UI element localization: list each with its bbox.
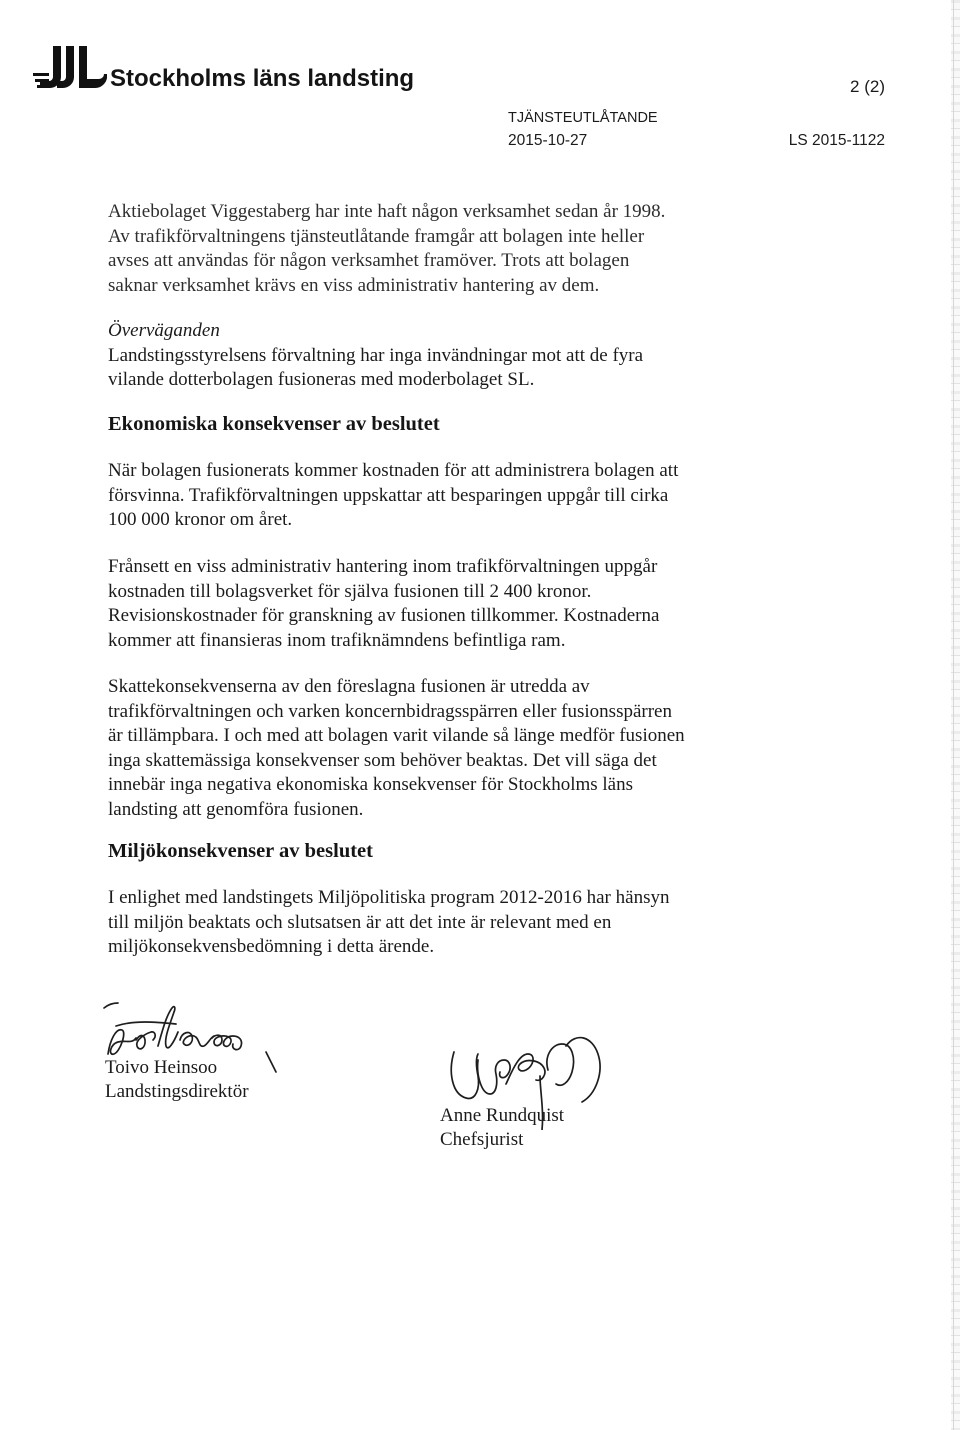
text-line: När bolagen fusionerats kommer kostnaden för att administrera bolagen att [108, 460, 679, 481]
text-line: Aktiebolaget Viggestaberg har inte haft någon verksamhet sedan år 1998. [108, 201, 666, 222]
text-line: miljökonsekvensbedömning i detta ärende. [108, 936, 435, 957]
text-line: Revisionskostnader för granskning av fusionen tillkommer. Kostnaderna [108, 605, 660, 626]
economic-consequences-heading: Ekonomiska konsekvenser av beslutet [108, 413, 440, 435]
text-line: I enlighet med landstingets Miljöpolitiska program 2012-2016 har hänsyn [108, 887, 670, 908]
environmental-paragraph [108, 886, 669, 960]
text-line: 100 000 kronor om året. [108, 509, 293, 530]
considerations-section [108, 319, 643, 393]
text-line: kostnaden till bolagsverket för själva fusionen till 2 400 kronor. [108, 580, 592, 602]
text-line: Av trafikförvaltningens tjänsteutlåtande framgår att bolagen inte heller [108, 225, 645, 247]
text-line: Landstingsstyrelsens förvaltning har inga invändningar mot att de fyra [108, 344, 644, 366]
text-line: landsting att genomföra fusionen. [108, 798, 364, 820]
signatory-name: Toivo Heinsoo [105, 1057, 218, 1078]
economic-paragraph-2 [108, 555, 659, 653]
text-line: trafikförvaltningen och varken koncernbidragsspärren eller fusionsspärren [108, 700, 672, 722]
organization-name: Stockholms läns landsting [110, 65, 415, 92]
signatory-title: Landstingsdirektör [105, 1081, 249, 1102]
text-line: saknar verksamhet krävs en viss administrativ hantering av dem. [108, 274, 600, 296]
considerations-heading: Överväganden [108, 320, 220, 341]
text-line: är tillämpbara. I och med att bolagen varit vilande så länge medför fusionen [108, 725, 685, 746]
text-line: försvinna. Trafikförvaltningen uppskattar att besparingen uppgår till cirka [108, 484, 669, 506]
economic-paragraph-1 [108, 459, 678, 533]
text-line: till miljön beaktats och slutsatsen är att det inte är relevant med en [108, 911, 612, 933]
intro-paragraph [108, 200, 665, 298]
reference-number: LS 2015-1122 [788, 132, 885, 149]
economic-paragraph-3 [108, 675, 685, 822]
text-line: kommer att finansieras inom trafiknämndens befintliga ram. [108, 629, 566, 651]
document-date: 2015-10-27 [508, 132, 588, 149]
document-type: TJÄNSTEUTLÅTANDE [508, 110, 658, 126]
page-number: 2 (2) [850, 77, 885, 96]
text-line: innebär inga negativa ekonomiska konsekvenser för Stockholms läns [108, 774, 634, 795]
scan-edge-artifact [951, 0, 960, 1430]
text-line: Skattekonsekvenserna av den föreslagna fusionen är utredda av [108, 676, 590, 697]
sll-logo-icon [33, 44, 107, 94]
environmental-consequences-heading: Miljökonsekvenser av beslutet [108, 840, 373, 862]
text-line: avses att användas för någon verksamhet framöver. Trots att bolagen [108, 250, 630, 271]
text-line: vilande dotterbolagen fusioneras med moderbolaget SL. [108, 369, 535, 390]
text-line: inga skattemässiga konsekvenser som behöver beaktas. Det vill säga det [108, 749, 657, 771]
text-line: Frånsett en viss administrativ hantering inom trafikförvaltningen uppgår [108, 556, 658, 577]
signatory-name: Anne Rundquist [440, 1105, 565, 1126]
signatory-title: Chefsjurist [440, 1129, 524, 1150]
